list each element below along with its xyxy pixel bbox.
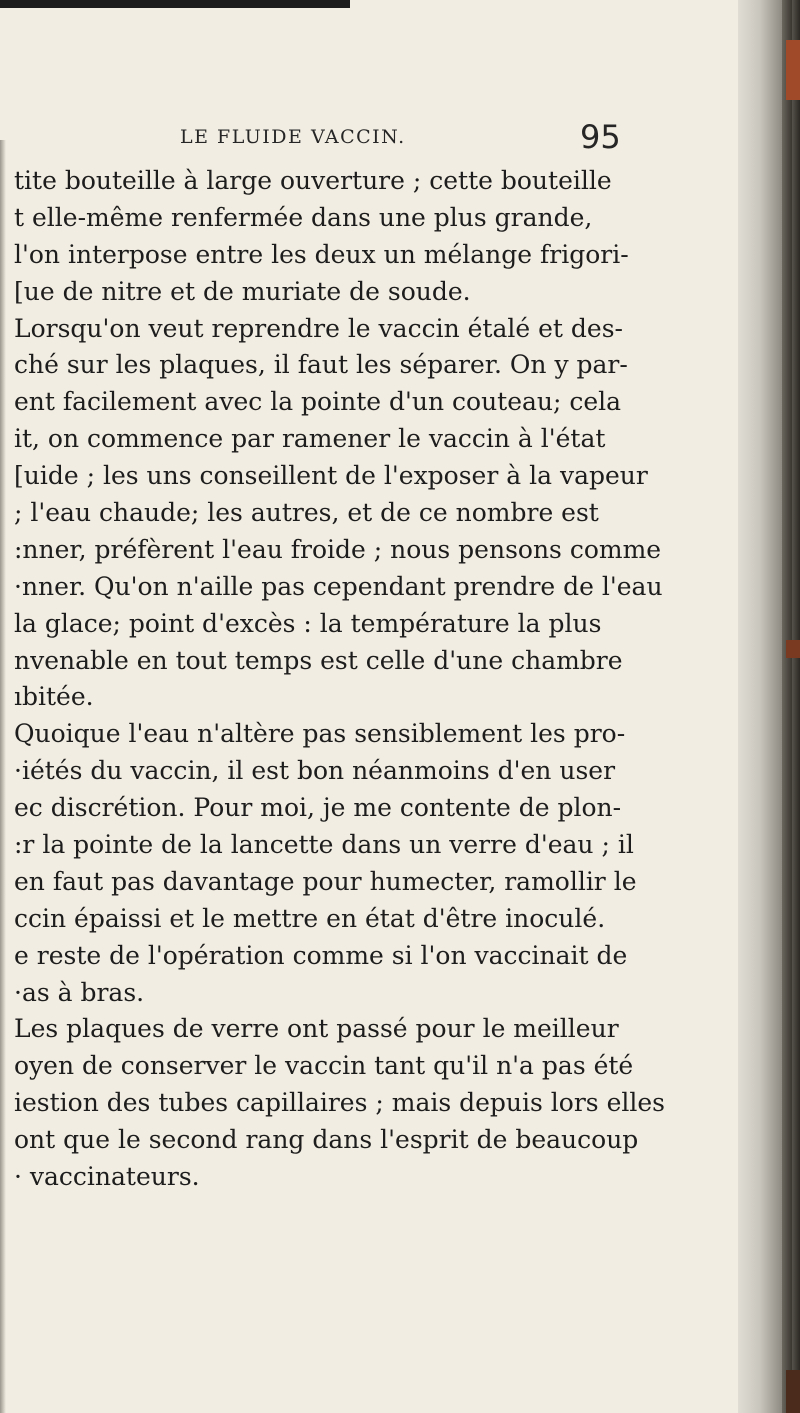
page-edge-tab — [786, 640, 800, 658]
text-line: la glace; point d'excès : la température la plus — [14, 608, 602, 638]
page-edge-tab — [786, 40, 800, 100]
text-line: l'on interpose entre les deux un mélange frigori- — [14, 239, 629, 269]
body-text — [14, 163, 754, 1196]
text-line: · vaccinateurs. — [14, 1162, 200, 1192]
text-line: ; l'eau chaude; les autres, et de ce nombre est — [14, 498, 599, 528]
text-line: ·as à bras. — [14, 977, 145, 1007]
text-line: [ue de nitre et de muriate de soude. — [14, 276, 471, 306]
text-line: Lorsqu'on veut reprendre le vaccin étalé et des- — [14, 313, 623, 343]
page-edge-tab — [786, 1370, 800, 1413]
binding-edge — [782, 0, 792, 1413]
text-line: ont que le second rang dans l'esprit de beaucoup — [14, 1125, 639, 1155]
text-line: oyen de conserver le vaccin tant qu'il n'a pas été — [14, 1051, 634, 1081]
text-line: nvenable en tout temps est celle d'une chambre — [14, 645, 623, 675]
text-line: ché sur les plaques, il faut les séparer. On y par- — [14, 350, 628, 380]
text-line: t elle-même renfermée dans une plus grande, — [14, 202, 593, 232]
text-line: ·nner. Qu'on n'aille pas cependant prendre de l'eau — [14, 571, 663, 601]
text-line: ıbitée. — [14, 682, 94, 712]
text-line: tite bouteille à large ouverture ; cette bouteille — [14, 166, 612, 195]
text-line: ent facilement avec la pointe d'un couteau; cela — [14, 387, 622, 417]
text-line: en faut pas davantage pour humecter, ramollir le — [14, 866, 637, 896]
text-line: [uide ; les uns conseillent de l'exposer à la vapeur — [14, 461, 648, 491]
page-header — [0, 118, 740, 168]
text-line: ccin épaissi et le mettre en état d'être inoculé. — [14, 903, 606, 933]
text-line: :r la pointe de la lancette dans un verre d'eau ; il — [14, 830, 634, 860]
text-line: Quoique l'eau n'altère pas sensiblement les pro- — [14, 719, 626, 749]
text-line: ec discrétion. Pour moi, je me contente de plon- — [14, 793, 622, 823]
running-head: LE FLUIDE VACCIN. — [180, 126, 406, 148]
page-number: 95 — [580, 118, 621, 156]
text-line: it, on commence par ramener le vaccin à l'état — [14, 424, 606, 454]
text-line: iestion des tubes capillaires ; mais depuis lors elles — [14, 1088, 665, 1118]
left-edge-shadow — [0, 140, 6, 1413]
text-line: ·iétés du vaccin, il est bon néanmoins d'en user — [14, 756, 616, 786]
text-line: :nner, préfèrent l'eau froide ; nous pensons comme — [14, 534, 662, 564]
text-line: e reste de l'opération comme si l'on vaccinait de — [14, 940, 628, 970]
text-line: Les plaques de verre ont passé pour le meilleur — [14, 1014, 619, 1044]
top-edge-shadow — [0, 0, 350, 8]
